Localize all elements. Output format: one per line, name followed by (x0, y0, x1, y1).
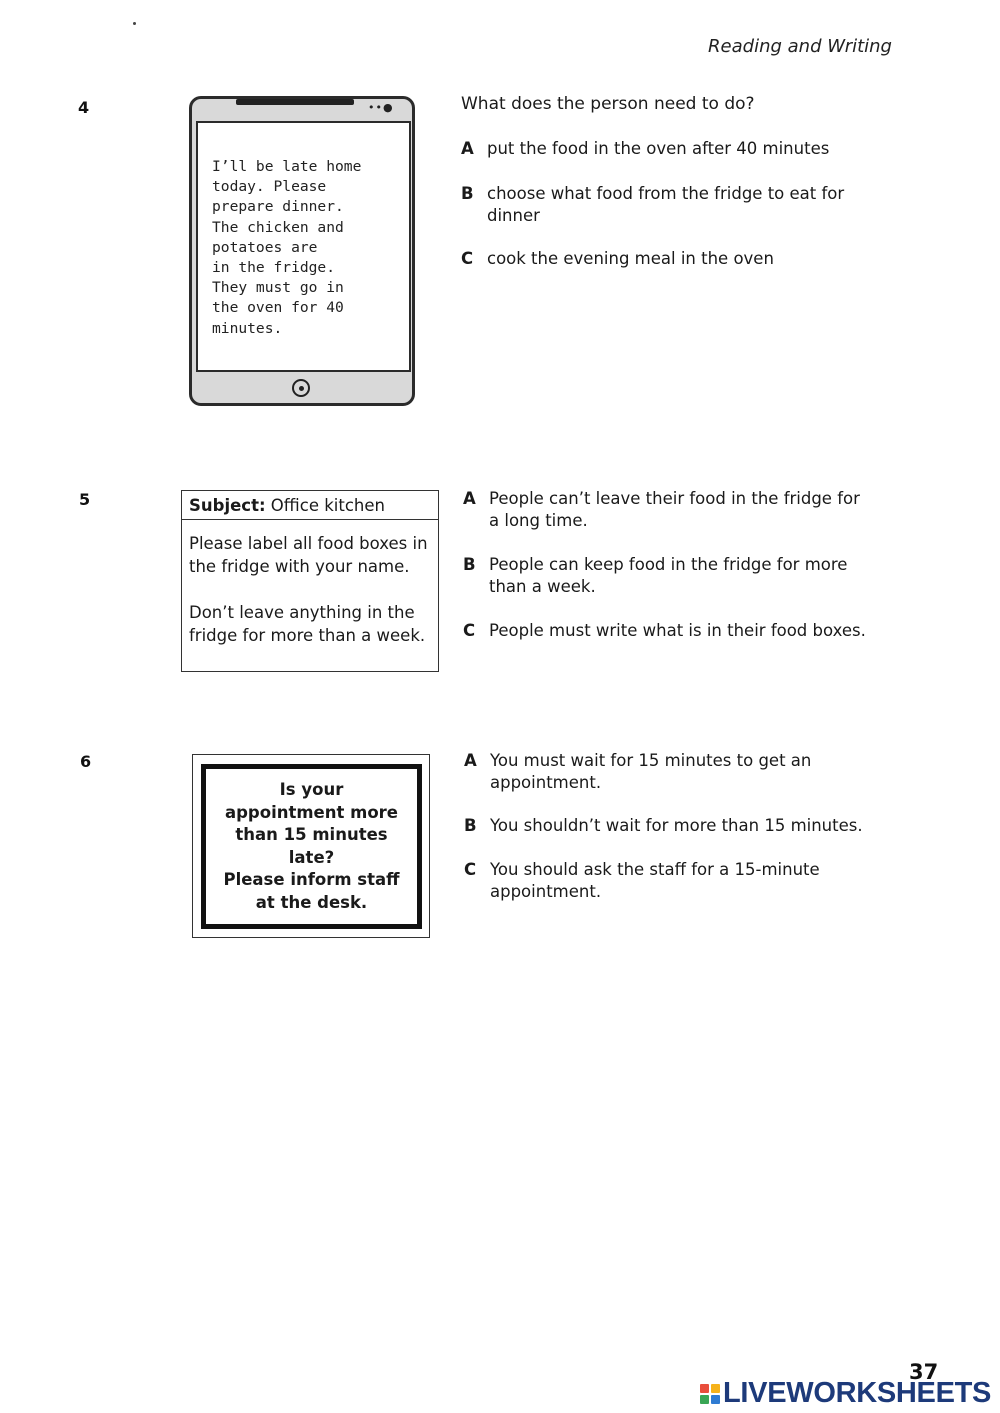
option-6b[interactable]: B You shouldn’t wait for more than 15 minutes. (464, 816, 863, 835)
page-number: 37 (909, 1360, 939, 1384)
tablet-camera-icon: ••● (368, 101, 394, 114)
option-6c[interactable]: C You should ask the staff for a 15-minute appointment. (464, 860, 820, 901)
option-4b[interactable]: B choose what food from the fridge to eat for dinner (461, 184, 845, 225)
email-subject: Subject: Office kitchen (182, 491, 438, 520)
sign-line-1: Is your appointment more than 15 minutes late? (224, 780, 398, 867)
tablet-message: I’ll be late home today. Please prepare dinner. The chicken and potatoes are in the fridge. They must go in the oven for 40 minutes. (212, 158, 362, 337)
option-5c[interactable]: C People must write what is in their food boxes. (463, 621, 866, 640)
section-title: Reading and Writing (708, 36, 892, 57)
option-4c[interactable]: C cook the evening meal in the oven (461, 249, 774, 268)
question-number-6: 6 (80, 752, 92, 771)
question-stem: What does the person need to do? (461, 94, 755, 114)
brand-name: LIVEWORKSHEETS (723, 1377, 992, 1409)
stray-dot (133, 22, 136, 25)
sign-notice (201, 764, 422, 929)
option-5b[interactable]: B People can keep food in the fridge for more than a week. (463, 555, 848, 596)
liveworksheets-logo-icon (700, 1384, 720, 1404)
email-paragraph-1: Please label all food boxes in the fridge with your name. (189, 534, 428, 576)
option-4a[interactable]: A put the food in the oven after 40 minutes (461, 139, 830, 158)
question-number-4: 4 (78, 98, 90, 117)
sign-line-2: Please inform staff at the desk. (223, 870, 400, 912)
liveworksheets-brand[interactable] (700, 1377, 991, 1410)
question-number-5: 5 (79, 490, 91, 509)
home-button-icon (292, 379, 310, 397)
tablet-speaker (236, 99, 354, 105)
email-paragraph-2: Don’t leave anything in the fridge for more than a week. (189, 603, 426, 645)
option-6a[interactable]: A You must wait for 15 minutes to get an appointment. (464, 751, 812, 792)
option-5a[interactable]: A People can’t leave their food in the fridge for a long time. (463, 489, 860, 530)
